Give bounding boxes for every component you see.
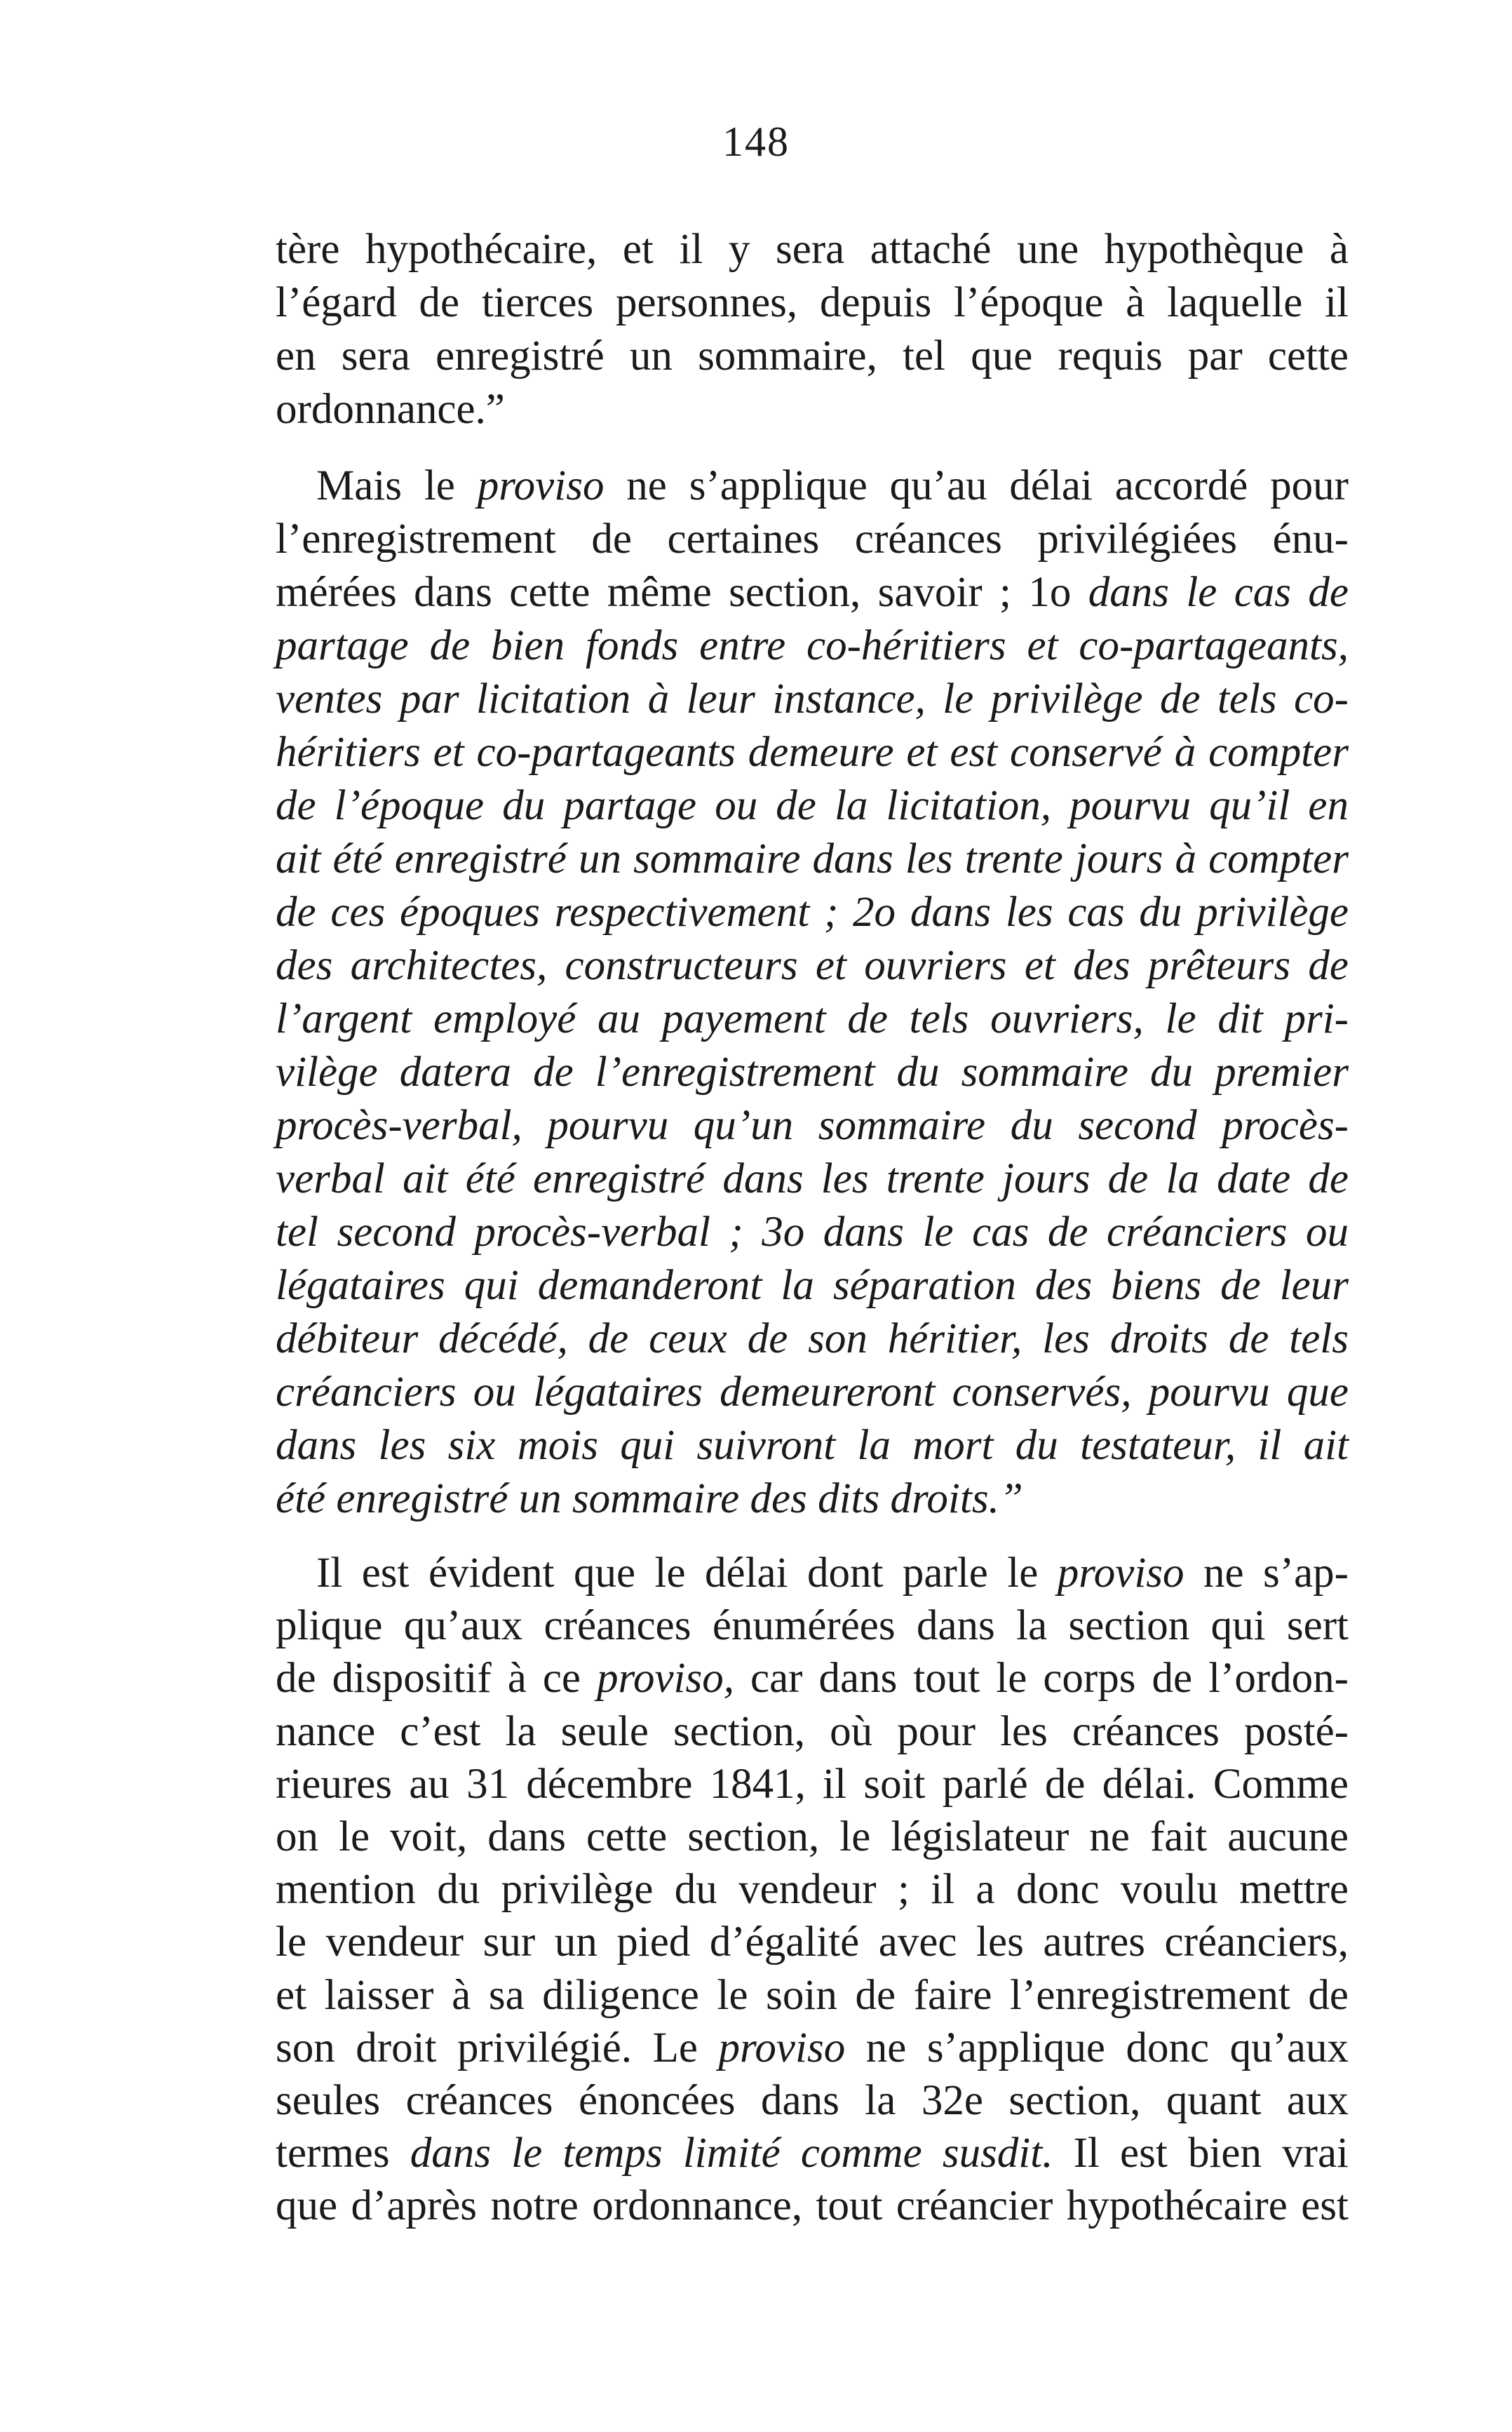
text-run: de dispositif à ce — [276, 1655, 597, 1702]
text-line: ait été enregistré un sommaire dans les trente jours à compter — [276, 835, 1349, 882]
text-line: en sera enregistré un sommaire, tel que requis par cette — [276, 332, 1349, 379]
text-line: l’égard de tierces personnes, depuis l’époque à laquelle il — [276, 279, 1349, 326]
text-line — [276, 1652, 1349, 1705]
italic-term: proviso — [718, 2024, 846, 2071]
text-line: créanciers ou légataires demeureront conservés, pourvu que — [276, 1369, 1349, 1416]
text-line: des architectes, constructeurs et ouvriers et des prêteurs de — [276, 942, 1349, 989]
text-line: ventes par licitation à leur instance, le privilège de tels co- — [276, 676, 1349, 723]
text-line: de ces époques respectivement ; 2o dans les cas du privilège — [276, 889, 1349, 936]
text-line: débiteur décédé, de ceux de son héritier, les droits de tels — [276, 1315, 1349, 1362]
italic-quote: dans le cas de — [1088, 569, 1349, 616]
text-line: le vendeur sur un pied d’égalité avec les autres créanciers, — [276, 1919, 1349, 1966]
italic-quote: dans le temps limité comme susdit. — [410, 2130, 1053, 2177]
text-run: Il est bien vrai — [1053, 2130, 1349, 2177]
text-line: dans les six mois qui suivront la mort du testateur, il ait — [276, 1422, 1349, 1469]
page-number: 148 — [722, 119, 790, 165]
text-line: de l’époque du partage ou de la licitation, pourvu qu’il en — [276, 782, 1349, 829]
text-line — [276, 1547, 1349, 1599]
text-line: et laisser à sa diligence le soin de faire l’enregistrement de — [276, 1971, 1349, 2019]
text-line: vilège datera de l’enregistrement du sommaire du premier — [276, 1049, 1349, 1096]
text-line: héritiers et co-partageants demeure et est conservé à compter — [276, 729, 1349, 776]
paragraph-2 — [276, 459, 1349, 1526]
italic-term: proviso — [477, 462, 605, 509]
text-line — [276, 459, 1349, 513]
text-line: l’enregistrement de certaines créances privilégiées énu- — [276, 516, 1349, 563]
paragraph-1 — [276, 223, 1349, 436]
italic-quotation — [276, 619, 1349, 1526]
text-line: que d’après notre ordonnance, tout créancier hypothécaire est — [276, 2182, 1349, 2230]
text-run: son droit privilégié. Le — [276, 2024, 719, 2071]
text-line: ordonnance.” — [276, 386, 505, 433]
text-line: seules créances énoncées dans la 32e section, quant aux — [276, 2076, 1349, 2124]
text-line: tel second procès-verbal ; 3o dans le cas de créanciers ou — [276, 1209, 1349, 1256]
text-run: ne s’applique qu’au délai accordé pour — [604, 462, 1349, 509]
text-run: ne s’applique donc qu’aux — [845, 2024, 1349, 2071]
paragraph-3 — [276, 1547, 1349, 2232]
text-line — [276, 2022, 1349, 2074]
text-run: ne s’ap- — [1184, 1550, 1349, 1597]
text-line: rieures au 31 décembre 1841, il soit parlé de délai. Comme — [276, 1760, 1349, 1808]
text-run: Mais le — [316, 462, 478, 509]
text-line: légataires qui demanderont la séparation des biens de leur — [276, 1262, 1349, 1309]
text-line: nance c’est la seule section, où pour les créances posté- — [276, 1707, 1349, 1755]
text-line: l’argent employé au payement de tels ouvriers, le dit pri- — [276, 995, 1349, 1042]
text-line: verbal ait été enregistré dans les trente jours de la date de — [276, 1155, 1349, 1202]
text-run: Il est évident que le délai dont parle le — [316, 1550, 1058, 1597]
italic-term: proviso, — [597, 1655, 734, 1702]
text-run: mérées dans cette même section, savoir ; 1o — [276, 569, 1088, 616]
text-run: termes — [276, 2130, 410, 2177]
text-line: procès-verbal, pourvu qu’un sommaire du second procès- — [276, 1102, 1349, 1149]
text-line: été enregistré un sommaire des dits droits.” — [276, 1475, 1023, 1522]
text-line — [276, 2127, 1349, 2179]
italic-term: proviso — [1057, 1550, 1184, 1597]
text-run: car dans tout le corps de l’ordon- — [734, 1655, 1349, 1702]
text-line: mention du privilège du vendeur ; il a donc voulu mettre — [276, 1866, 1349, 1914]
text-line: tère hypothécaire, et il y sera attaché une hypothèque à — [276, 226, 1349, 273]
text-line: partage de bien fonds entre co-héritiers et co-partageants, — [276, 622, 1349, 669]
text-line: on le voit, dans cette section, le législateur ne fait aucune — [276, 1813, 1349, 1860]
text-line: plique qu’aux créances énumérées dans la section qui sert — [276, 1602, 1349, 1650]
text-line — [276, 566, 1349, 619]
